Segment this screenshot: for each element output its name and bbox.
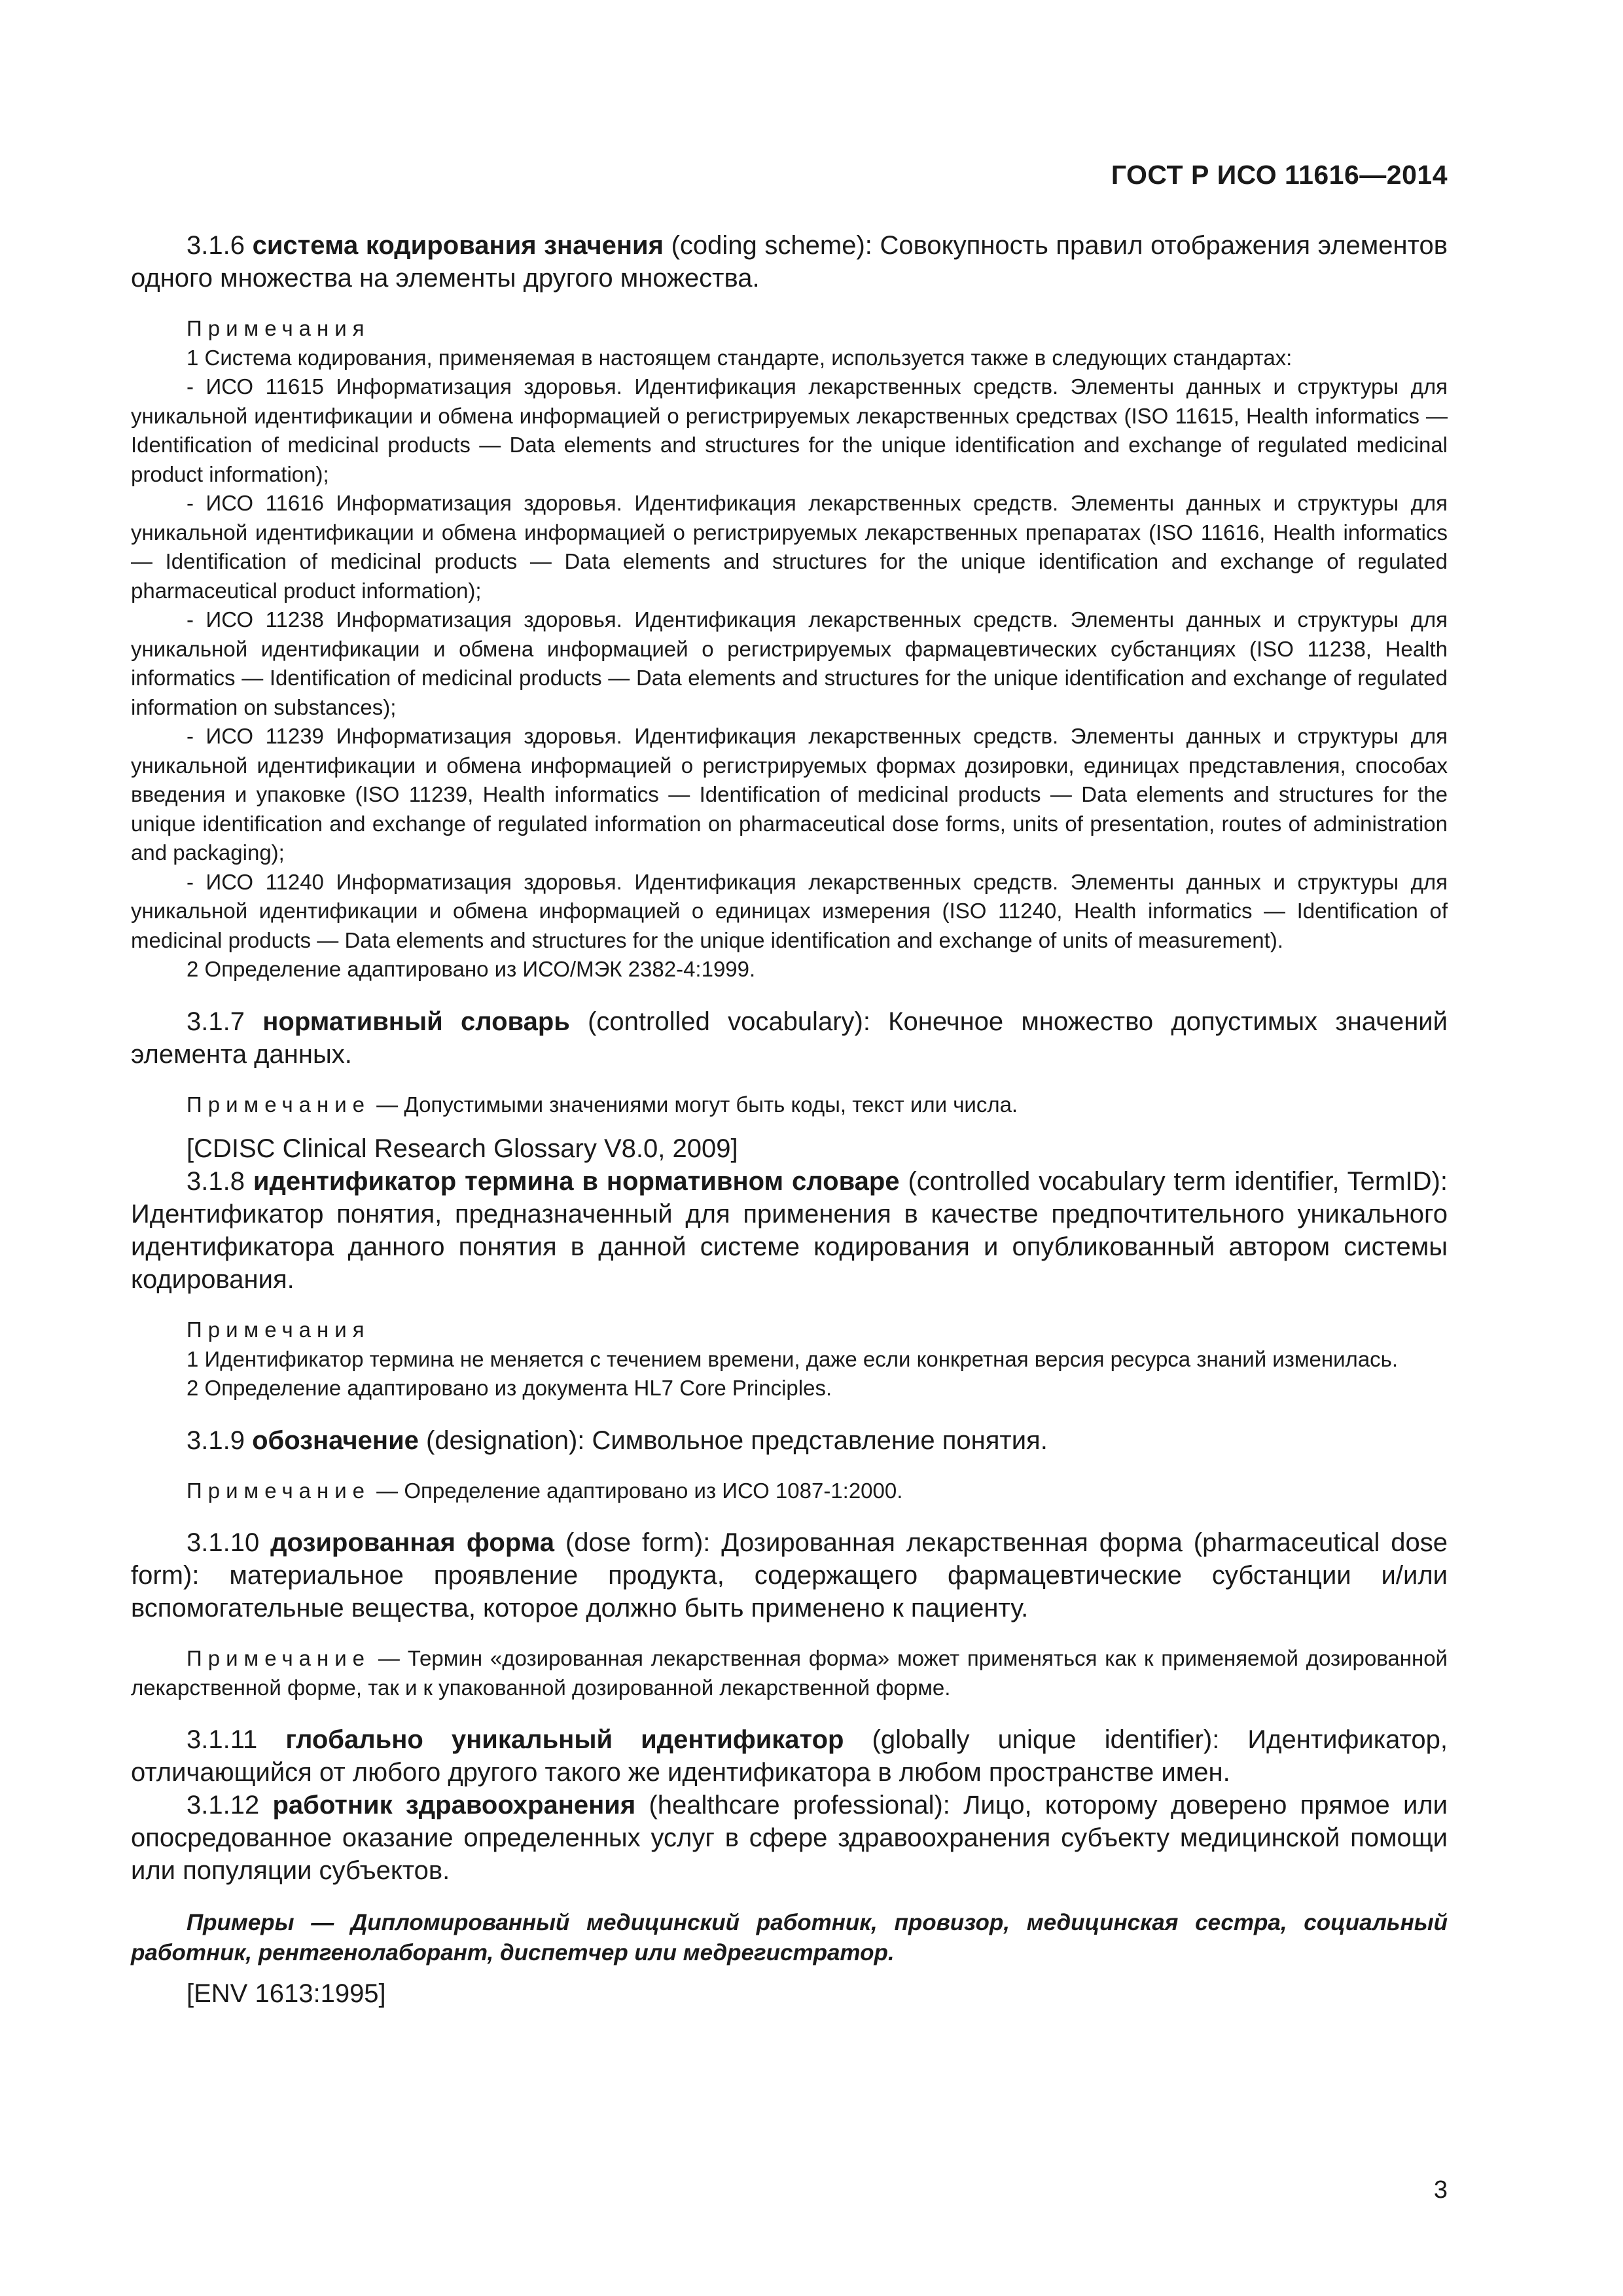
term-title: нормативный словарь	[262, 1007, 570, 1036]
term-title: дозированная форма	[270, 1528, 555, 1557]
notes-3-1-8	[131, 1316, 1448, 1403]
note-item-iso-11239: - ИСО 11239 Информатизация здоровья. Идентификация лекарственных средств. Элементы данных и структуры для уникальной идентификации и обмена информацией о регистрируемых формах дозировки, единицах представления, способах введения и упаковке (ISO 11239, Health informatics — Identification of medicinal products — Data elements and structures for the unique identification and exchange of regulated information on pharmaceutical dose forms, units of presentation, routes of administration and packaging);	[131, 724, 1448, 865]
definition-3-1-12	[131, 1789, 1448, 1887]
note-3-1-7	[131, 1090, 1448, 1120]
note-1: 1 Идентификатор термина не меняется с течением времени, даже если конкретная версия ресурса знаний изменилась.	[187, 1346, 1399, 1371]
definition-3-1-11	[131, 1723, 1448, 1789]
term-title: работник здравоохранения	[272, 1791, 636, 1820]
definition-3-1-6	[131, 229, 1448, 295]
note-text: — Термин «дозированная лекарственная форма» может применяться как к применяемой дозированной лекарственной форме, так и к упакованной дозированной лекарственной форме.	[131, 1646, 1448, 1700]
source-reference: [CDISC Clinical Research Glossary V8.0, 2009]	[187, 1134, 738, 1163]
clause-number: 3.1.6	[187, 231, 245, 260]
definition-text: (healthcare professional): Лицо, которому доверено прямое или опосредованное оказание определенных услуг в сфере здравоохранения субъекту медицинской помощи или популяции субъектов.	[131, 1791, 1448, 1885]
note-item-iso-11616: - ИСО 11616 Информатизация здоровья. Идентификация лекарственных средств. Элементы данных и структуры для уникальной идентификации и обмена информацией о регистрируемых лекарственных препаратах (ISO 11616, Health informatics — Identification of medicinal products — Data elements and structures for the unique identification and exchange of regulated pharmaceutical product information);	[131, 491, 1448, 603]
source-reference: [ENV 1613:1995]	[187, 1979, 386, 2008]
note-2: 2 Определение адаптировано из документа HL7 Core Principles.	[187, 1376, 832, 1400]
standard-header: ГОСТ Р ИСО 11616—2014	[1111, 160, 1448, 190]
note-text: — Определение адаптировано из ИСО 1087-1:2000.	[370, 1478, 903, 1503]
note-label: Примечание	[187, 1646, 371, 1670]
definition-3-1-10	[131, 1526, 1448, 1624]
clause-number: 3.1.10	[187, 1528, 260, 1557]
notes-heading: Примечания	[187, 316, 370, 340]
note-3-1-9	[131, 1477, 1448, 1506]
definition-3-1-7	[131, 1005, 1448, 1071]
clause-number: 3.1.11	[187, 1725, 258, 1754]
term-title: глобально уникальный идентификатор	[285, 1725, 844, 1754]
definition-text: (globally unique identifier): Идентификатор, отличающийся от любого другого такого же идентификатора в любом пространстве имен.	[131, 1725, 1448, 1787]
note-2: 2 Определение адаптировано из ИСО/МЭК 2382-4:1999.	[187, 957, 756, 981]
definition-text: (controlled vocabulary): Конечное множество допустимых значений элемента данных.	[131, 1007, 1448, 1069]
note-text: — Допустимыми значениями могут быть коды, текст или числа.	[370, 1092, 1018, 1117]
term-title: система кодирования значения	[252, 231, 664, 260]
note-item-iso-11240: - ИСО 11240 Информатизация здоровья. Идентификация лекарственных средств. Элементы данных и структуры для уникальной идентификации и обмена информацией о единицах измерения (ISO 11240, Health informatics — Identification of medicinal products — Data elements and structures for the unique identification and exchange of units of measurement).	[131, 869, 1448, 952]
term-title: идентификатор термина в нормативном словаре	[253, 1167, 900, 1196]
definition-3-1-8	[131, 1165, 1448, 1296]
note-3-1-10	[131, 1644, 1448, 1702]
page-number: 3	[1433, 2176, 1448, 2204]
clause-number: 3.1.9	[187, 1426, 245, 1455]
note-item-iso-11238: - ИСО 11238 Информатизация здоровья. Идентификация лекарственных средств. Элементы данных и структуры для уникальной идентификации и обмена информацией о регистрируемых фармацевтических субстанциях (ISO 11238, Health informatics — Identification of medicinal products — Data elements and structures for the unique identification and exchange of regulated information on substances);	[131, 607, 1448, 719]
definition-text: (dose form): Дозированная лекарственная форма (pharmaceutical dose form): материальное проявление продукта, содержащего фармацевтические субстанции и/или вспомогательные вещества, которое должно быть применено к пациенту.	[131, 1528, 1448, 1623]
note-line	[131, 1090, 1448, 1120]
definition-3-1-9	[131, 1424, 1448, 1457]
examples-text: Примеры — Дипломированный медицинский работник, провизор, медицинская сестра, социальный работник, рентгенолаборант, диспетчер или медрегистратор.	[131, 1910, 1448, 1965]
document-body	[131, 229, 1448, 2010]
note-line	[131, 1477, 1448, 1506]
clause-number: 3.1.12	[187, 1791, 260, 1820]
note-line	[131, 1644, 1448, 1702]
note-label: Примечание	[187, 1092, 371, 1117]
definition-text: (designation): Символьное представление понятия.	[418, 1426, 1048, 1455]
clause-number: 3.1.7	[187, 1007, 245, 1036]
note-1: 1 Система кодирования, применяемая в настоящем стандарте, используется также в следующих стандартах:	[187, 345, 1293, 370]
term-title: обозначение	[252, 1426, 419, 1455]
note-label: Примечание	[187, 1478, 371, 1503]
clause-number: 3.1.8	[187, 1167, 245, 1196]
definition-text: (controlled vocabulary term identifier, TermID): Идентификатор понятия, предназначенный для применения в качестве предпочтительного уникального идентификатора данного понятия в данной системе кодирования и опубликованный автором системы кодирования.	[131, 1167, 1448, 1294]
note-item-iso-11615: - ИСО 11615 Информатизация здоровья. Идентификация лекарственных средств. Элементы данных и структуры для уникальной идентификации и обмена информацией о регистрируемых лекарственных средствах (ISO 11615, Health informatics — Identification of medicinal products — Data elements and structures for the unique identification and exchange of regulated medicinal product information);	[131, 374, 1448, 486]
notes-heading: Примечания	[187, 1318, 370, 1342]
notes-3-1-6	[131, 314, 1448, 984]
definition-text: (coding scheme): Совокупность правил отображения элементов одного множества на элементы другого множества.	[131, 231, 1448, 293]
